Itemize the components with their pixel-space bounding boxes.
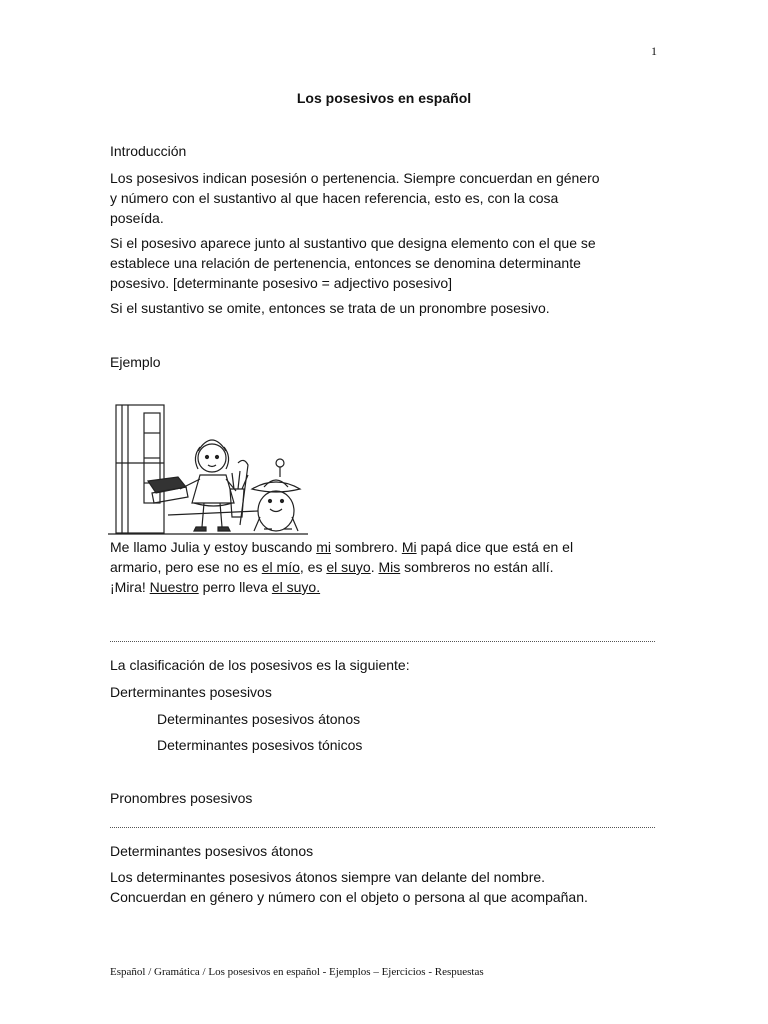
possessive-el-mio: el mío xyxy=(261,559,300,575)
text-segment: perro lleva xyxy=(198,579,272,595)
possessive-el-suyo: el suyo xyxy=(326,559,371,575)
intro-paragraph-1 xyxy=(110,168,670,228)
classification-pronombres: Pronombres posesivos xyxy=(110,790,253,806)
text-line: Los posesivos indican posesión o pertenencia. Siempre concuerdan en género xyxy=(110,170,600,186)
possessive-nuestro: Nuestro xyxy=(149,579,199,595)
text-line: Los determinantes posesivos átonos siempre van delante del nombre. xyxy=(110,869,546,885)
text-segment: . xyxy=(370,559,379,575)
atonos-paragraph xyxy=(110,867,690,907)
girl-and-dog-illustration xyxy=(108,403,308,536)
text-segment: , es xyxy=(299,559,327,575)
text-segment: sombreros no están allí. xyxy=(400,559,554,575)
dotted-separator xyxy=(110,641,655,642)
page-footer: Español / Gramática / Los posesivos en español - Ejemplos – Ejercicios - Respuestas xyxy=(110,966,484,978)
classification-determinantes: Derterminantes posesivos xyxy=(110,684,272,700)
text-line: posesivo. [determinante posesivo = adjectivo posesivo] xyxy=(110,275,453,291)
possessive-Mi: Mi xyxy=(401,539,417,555)
atonos-heading: Determinantes posesivos átonos xyxy=(110,843,314,859)
possessive-mis: Mis xyxy=(378,559,401,575)
text-segment: Me llamo Julia y estoy buscando xyxy=(110,539,317,555)
text-line: y número con el sustantivo al que hacen referencia, esto es, con la cosa xyxy=(110,190,559,206)
classification-intro: La clasificación de los posesivos es la siguiente: xyxy=(110,657,410,673)
text-segment: sombrero. xyxy=(331,539,402,555)
text-segment: papá dice que está en el xyxy=(416,539,574,555)
dotted-separator xyxy=(110,827,655,828)
possessive-el-suyo-2: el suyo. xyxy=(271,579,321,595)
intro-paragraph-3: Si el sustantivo se omite, entonces se trata de un pronombre posesivo. xyxy=(110,300,550,316)
page-number: 1 xyxy=(651,44,657,58)
example-line-1 xyxy=(110,537,670,557)
classification-det-tonicos: Determinantes posesivos tónicos xyxy=(157,737,363,753)
page-title: Los posesivos en español xyxy=(296,90,472,106)
text-segment: armario, pero ese no es xyxy=(110,559,262,575)
classification-det-atonos: Determinantes posesivos átonos xyxy=(157,711,361,727)
text-line: establece una relación de pertenencia, entonces se denomina determinante xyxy=(110,255,581,271)
intro-paragraph-2 xyxy=(110,233,690,293)
text-line: Concuerdan en género y número con el objeto o persona al que acompañan. xyxy=(110,889,588,905)
example-heading: Ejemplo xyxy=(110,354,161,370)
text-line: poseída. xyxy=(110,210,164,226)
example-line-3 xyxy=(110,577,670,597)
text-segment: ¡Mira! xyxy=(110,579,150,595)
example-paragraph xyxy=(110,537,670,597)
possessive-mi: mi xyxy=(316,539,331,555)
text-line: Si el posesivo aparece junto al sustantivo que designa elemento con el que se xyxy=(110,235,596,251)
intro-heading: Introducción xyxy=(110,143,187,159)
example-line-2 xyxy=(110,557,670,577)
